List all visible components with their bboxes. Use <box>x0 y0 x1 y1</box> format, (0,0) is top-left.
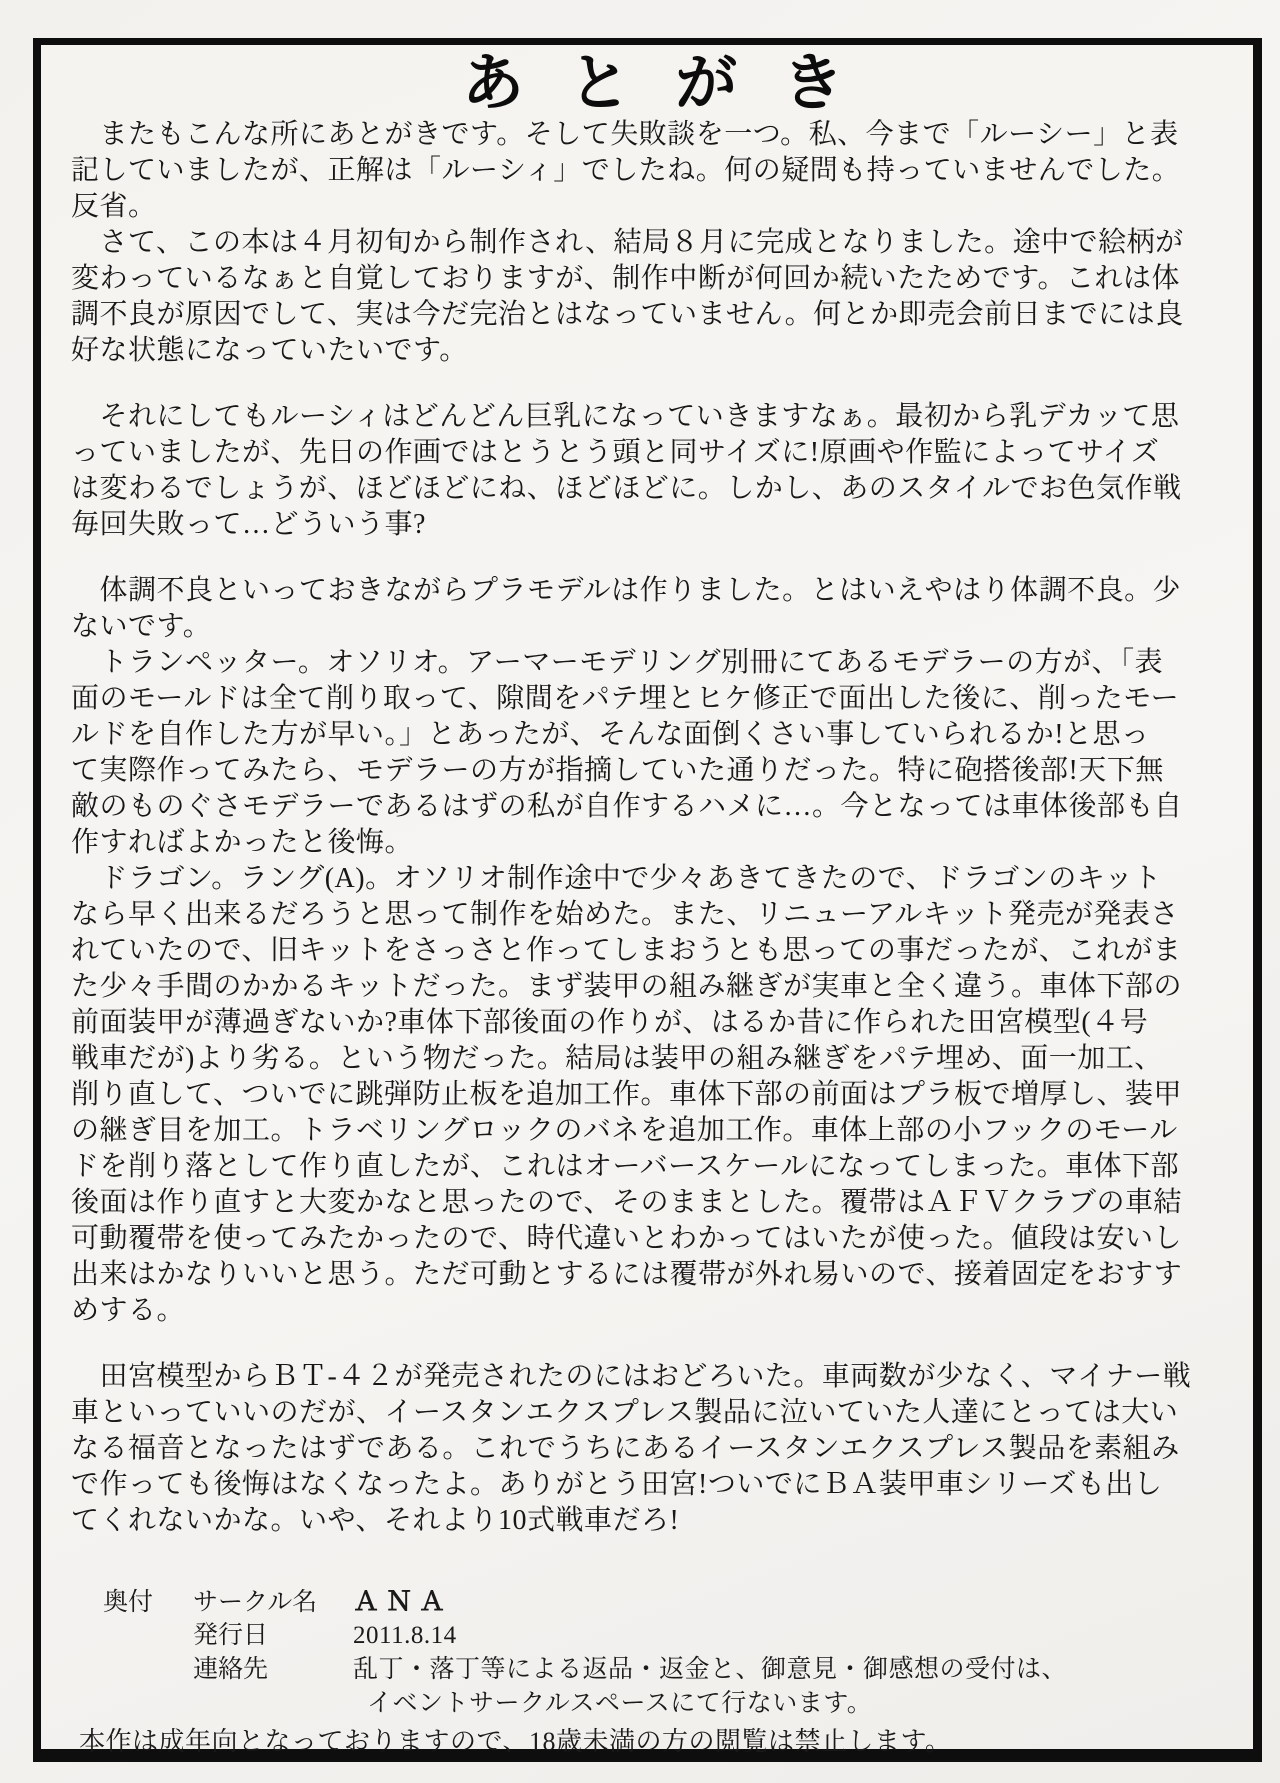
text-line: は変わるでしょうが、ほどほどにね、ほどほどに。しかし、あのスタイルでお色気作戦 <box>71 473 1182 504</box>
colophon-heading: 奥付 <box>103 1589 154 1616</box>
text-line: の継ぎ目を加工。トラベリングロックのバネを追加工作。車体上部の小フックのモール <box>71 1115 1178 1146</box>
text-line: た少々手間のかかるキットだった。まず装甲の組み継ぎが実車と全く違う。車体下部の <box>71 971 1182 1002</box>
text-line: れていたので、旧キットをさっさと作ってしまおうとも思っての事だったが、これがま <box>71 935 1182 966</box>
paragraph <box>71 399 1235 543</box>
paragraph <box>71 1359 1235 1539</box>
paragraph <box>71 645 1235 861</box>
text-line: 車といっていいのだが、イースタンエクスプレス製品に泣いていた人達にとっては大い <box>71 1397 1179 1428</box>
paragraph <box>71 861 1235 1329</box>
text-line: ドラゴン。ラング(A)。オソリオ制作途中で少々あきてきたので、ドラゴンのキット <box>71 863 1162 894</box>
text-line: てくれないかな。いや、それより10式戦車だろ! <box>71 1505 680 1536</box>
text-line: て実際作ってみたら、モデラーの方が指摘していた通りだった。特に砲搭後部!天下無 <box>71 755 1164 786</box>
circle-name-value: ＡＮＡ <box>353 1587 453 1616</box>
publish-date-value: 2011.8.14 <box>353 1622 457 1649</box>
paragraph <box>71 117 1235 225</box>
text-line: 調不良が原因でして、実は今だ完治とはなっていません。何とか即売会前日までには良 <box>71 299 1184 330</box>
text-line: っていましたが、先日の作画ではとうとう頭と同サイズに!原画や作監によってサイズ <box>71 437 1160 468</box>
text-line: 体調不良といっておきながらプラモデルは作りました。とはいえやはり体調不良。少 <box>71 575 1182 606</box>
text-line: 記していましたが、正解は「ルーシィ」でしたね。何の疑問も持っていませんでした。 <box>71 155 1181 186</box>
text-line: トランペッター。オソリオ。アーマーモデリング別冊にてあるモデラーの方が、「表 <box>71 647 1164 678</box>
text-line: 反省。 <box>71 191 157 222</box>
text-line: それにしてもルーシィはどんどん巨乳になっていきますなぁ。最初から乳デカッて思 <box>71 401 1180 432</box>
text-line: 作すればよかったと後悔。 <box>71 827 414 858</box>
age-restriction-notice: 本作は成年向となっておりますので、18歳未満の方の閲覧は禁止します。 <box>79 1727 952 1756</box>
colophon-row-contact <box>103 1649 1235 1683</box>
page-title: あとがき <box>462 49 889 118</box>
colophon-row-contact-cont <box>103 1683 1235 1717</box>
text-line: めする。 <box>71 1295 186 1326</box>
text-line: またもこんな所にあとがきです。そして失敗談を一つ。私、今まで「ルーシー」と表 <box>71 119 1179 150</box>
text-line: 前面装甲が薄過ぎないか?車体下部後面の作りが、はるか昔に作られた田宮模型(４号 <box>71 1007 1149 1038</box>
colophon <box>79 1581 1235 1758</box>
text-line: 出来はかなりいいと思う。ただ可動とするには覆帯が外れ易いので、接着固定をおすす <box>71 1259 1183 1290</box>
text-line: なら早く出来るだろうと思って制作を始めた。また、リニューアルキット発売が発表さ <box>71 899 1179 930</box>
text-line: 削り直して、ついでに跳弾防止板を追加工作。車体下部の前面はプラ板で増厚し、装甲 <box>71 1079 1182 1110</box>
colophon-key-date: 発行日 <box>193 1622 269 1649</box>
colophon-key-contact: 連絡先 <box>193 1656 269 1683</box>
text-line: ないです。 <box>71 611 212 642</box>
paragraph <box>71 225 1235 369</box>
text-line: ルドを自作した方が早い。」とあったが、そんな面倒くさい事していられるか!と思っ <box>71 719 1150 750</box>
text-line: 後面は作り直すと大変かなと思ったので、そのままとした。覆帯はＡＦＶクラブの車結 <box>71 1187 1182 1218</box>
text-line: 田宮模型からＢＴ-４２が発売されたのにはおどろいた。車両数が少なく、マイナー戦 <box>71 1361 1192 1392</box>
text-line: 好な状態になっていたいです。 <box>71 335 468 366</box>
page-frame <box>33 38 1262 1762</box>
text-line: 戦車だが)より劣る。という物だった。結局は装甲の組み継ぎをパテ埋め、面一加工、 <box>71 1043 1163 1074</box>
text-line: 面のモールドは全て削り取って、隙間をパテ埋とヒケ修正で面出した後に、削ったモー <box>71 683 1180 714</box>
text-line: 変わっているなぁと自覚しておりますが、制作中断が何回か続いたためです。これは体 <box>71 263 1180 294</box>
contact-value-line1: 乱丁・落丁等による返品・返金と、御意見・御感想の受付は、 <box>353 1656 1068 1683</box>
contact-value-line2: イベントサークルスペースにて行ないます。 <box>367 1690 873 1717</box>
text-line: で作っても後悔はなくなったよ。ありがとう田宮!ついでにＢＡ装甲車シリーズも出し <box>71 1469 1163 1500</box>
text-line: 毎回失敗って…どういう事? <box>71 509 426 540</box>
colophon-key-circle: サークル名 <box>193 1589 318 1616</box>
colophon-row-circle <box>103 1581 1235 1615</box>
paragraph <box>71 573 1235 645</box>
text-line: ドを削り落として作り直したが、これはオーバースケールになってしまった。車体下部 <box>71 1151 1180 1182</box>
text-line: 可動覆帯を使ってみたかったので、時代違いとわかってはいたが使った。値段は安いし <box>71 1223 1182 1254</box>
text-line: さて、この本は４月初旬から制作され、結局８月に完成となりました。途中で絵柄が <box>71 227 1184 258</box>
body-text <box>71 117 1235 1539</box>
colophon-row-date <box>103 1615 1235 1649</box>
text-line: 敵のものぐさモデラーであるはずの私が自作するハメに…。今となっては車体後部も自 <box>71 791 1183 822</box>
text-line: なる福音となったはずである。これでうちにあるイースタンエクスプレス製品を素組み <box>71 1433 1180 1464</box>
